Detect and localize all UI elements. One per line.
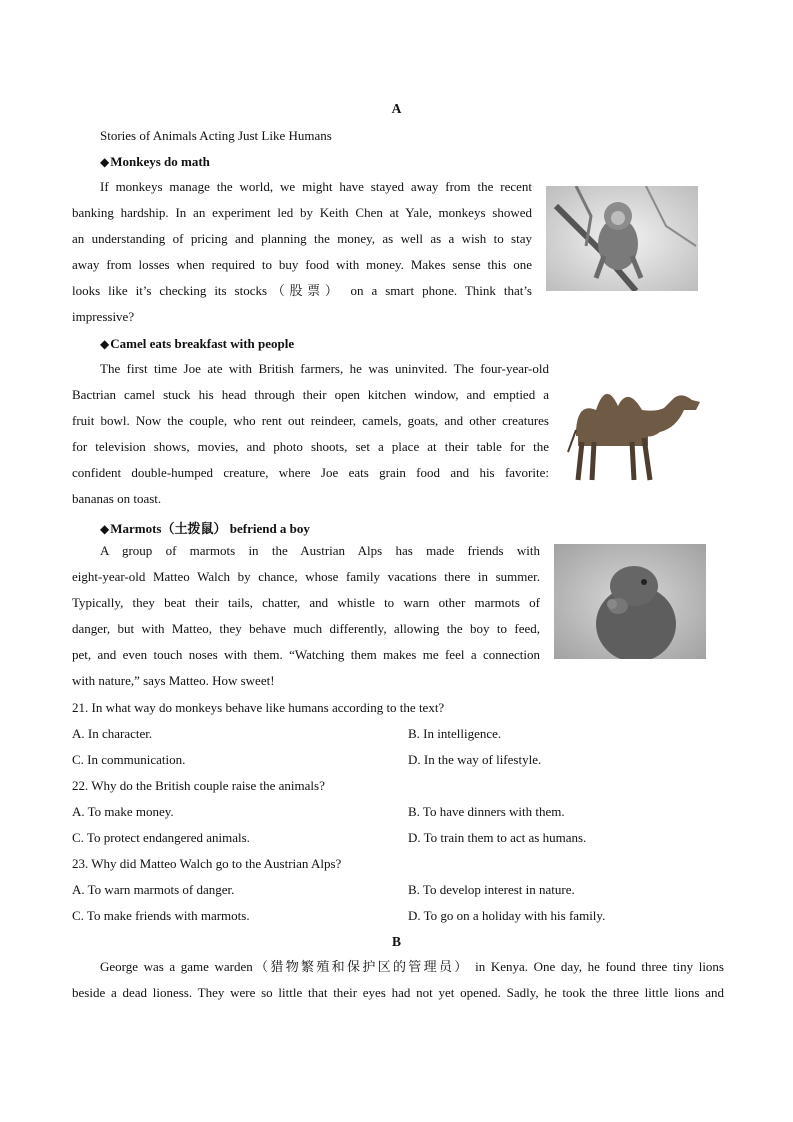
- camel-heading: [100, 336, 294, 352]
- q23-option-d[interactable]: D. To go on a holiday with his family.: [408, 908, 606, 923]
- q21-option-b[interactable]: B. In intelligence.: [408, 726, 502, 741]
- question-22-stem: 22. Why do the British couple raise the animals?: [72, 778, 325, 793]
- question-23-stem: 23. Why did Matteo Walch go to the Austrian Alps?: [72, 856, 342, 871]
- camel-photo: [556, 372, 706, 484]
- paragraph-line: George was a game warden（猎物繁殖和保护区的管理员） in Kenya. One day, he found three tiny lions: [100, 959, 724, 974]
- q21-option-d[interactable]: D. In the way of lifestyle.: [408, 752, 542, 767]
- paragraph-line: A group of marmots in the Austrian Alps has made friends with: [100, 543, 540, 558]
- marmot-photo: [554, 544, 706, 659]
- camel-heading-text: Camel eats breakfast with people: [110, 336, 295, 351]
- marmots-heading: [100, 518, 310, 537]
- diamond-bullet-icon: ◆: [100, 155, 110, 169]
- paragraph-line: Bactrian camel stuck his head through their open kitchen window, and emptied a: [72, 387, 549, 402]
- section-b-paragraph: [72, 954, 724, 1006]
- section-a-label: A: [391, 101, 402, 116]
- paragraph-line: confident double-humped creature, where Joe eats grain food and his favorite:: [72, 465, 549, 480]
- paragraph-line: The first time Joe ate with British farmers, he was uninvited. The four-year-old: [100, 361, 549, 376]
- paragraph-line: fruit bowl. Now the couple, who rent out reindeer, camels, goats, and other creatures: [72, 413, 549, 428]
- paragraph-line: looks like it’s checking its stocks（股票） on a smart phone. Think that’s: [72, 283, 532, 298]
- q22-option-b[interactable]: B. To have dinners with them.: [408, 804, 565, 819]
- paragraph-line: an understanding of pricing and planning the money, as well as a wish to stay: [72, 231, 532, 246]
- q22-option-a[interactable]: A. To make money.: [72, 804, 174, 819]
- monkey-photo: [546, 186, 698, 291]
- paragraph-line: If monkeys manage the world, we might have stayed away from the recent: [100, 179, 532, 194]
- paragraph-line: Typically, they beat their tails, chatter, and whistle to warn other marmots of: [72, 595, 540, 610]
- paragraph-line: impressive?: [72, 309, 135, 324]
- q23-option-c[interactable]: C. To make friends with marmots.: [72, 908, 250, 923]
- paragraph-line: for television shows, movies, and photo shoots, set a place at their table for the: [72, 439, 549, 454]
- paragraph-line: beside a dead lioness. They were so little that their eyes had not yet opened. Sadly, he took the three little lions and: [72, 985, 724, 1000]
- passage-title: Stories of Animals Acting Just Like Humans: [100, 128, 332, 143]
- monkeys-heading: [100, 154, 210, 170]
- diamond-bullet-icon: ◆: [100, 337, 110, 351]
- q21-option-a[interactable]: A. In character.: [72, 726, 153, 741]
- q23-option-a[interactable]: A. To warn marmots of danger.: [72, 882, 235, 897]
- paragraph-line: banking hardship. In an experiment led by Keith Chen at Yale, monkeys showed: [72, 205, 532, 220]
- marmots-paragraph: [72, 538, 540, 694]
- question-21-stem: 21. In what way do monkeys behave like humans according to the text?: [72, 700, 445, 715]
- section-b-label: B: [391, 934, 401, 949]
- monkeys-paragraph: [72, 174, 532, 330]
- paragraph-line: bananas on toast.: [72, 491, 162, 506]
- q21-option-c[interactable]: C. In communication.: [72, 752, 186, 767]
- q22-option-d[interactable]: D. To train them to act as humans.: [408, 830, 587, 845]
- q22-option-c[interactable]: C. To protect endangered animals.: [72, 830, 250, 845]
- paragraph-line: with nature,” says Matteo. How sweet!: [72, 673, 275, 688]
- diamond-bullet-icon: ◆: [100, 522, 110, 536]
- paragraph-line: away from losses when required to buy food with money. Makes sense this one: [72, 257, 532, 272]
- paragraph-line: eight-year-old Matteo Walch by chance, whose family vacations there in summer.: [72, 569, 540, 584]
- monkeys-heading-text: Monkeys do math: [110, 154, 210, 169]
- marmots-heading-text: Marmots（土拨鼠） befriend a boy: [110, 521, 310, 536]
- camel-paragraph: [72, 356, 549, 512]
- paragraph-line: pet, and even touch noses with them. “Watching them makes me feel a connection: [72, 647, 540, 662]
- q23-option-b[interactable]: B. To develop interest in nature.: [408, 882, 575, 897]
- paragraph-line: danger, but with Matteo, they behave much differently, allowing the boy to feed,: [72, 621, 540, 636]
